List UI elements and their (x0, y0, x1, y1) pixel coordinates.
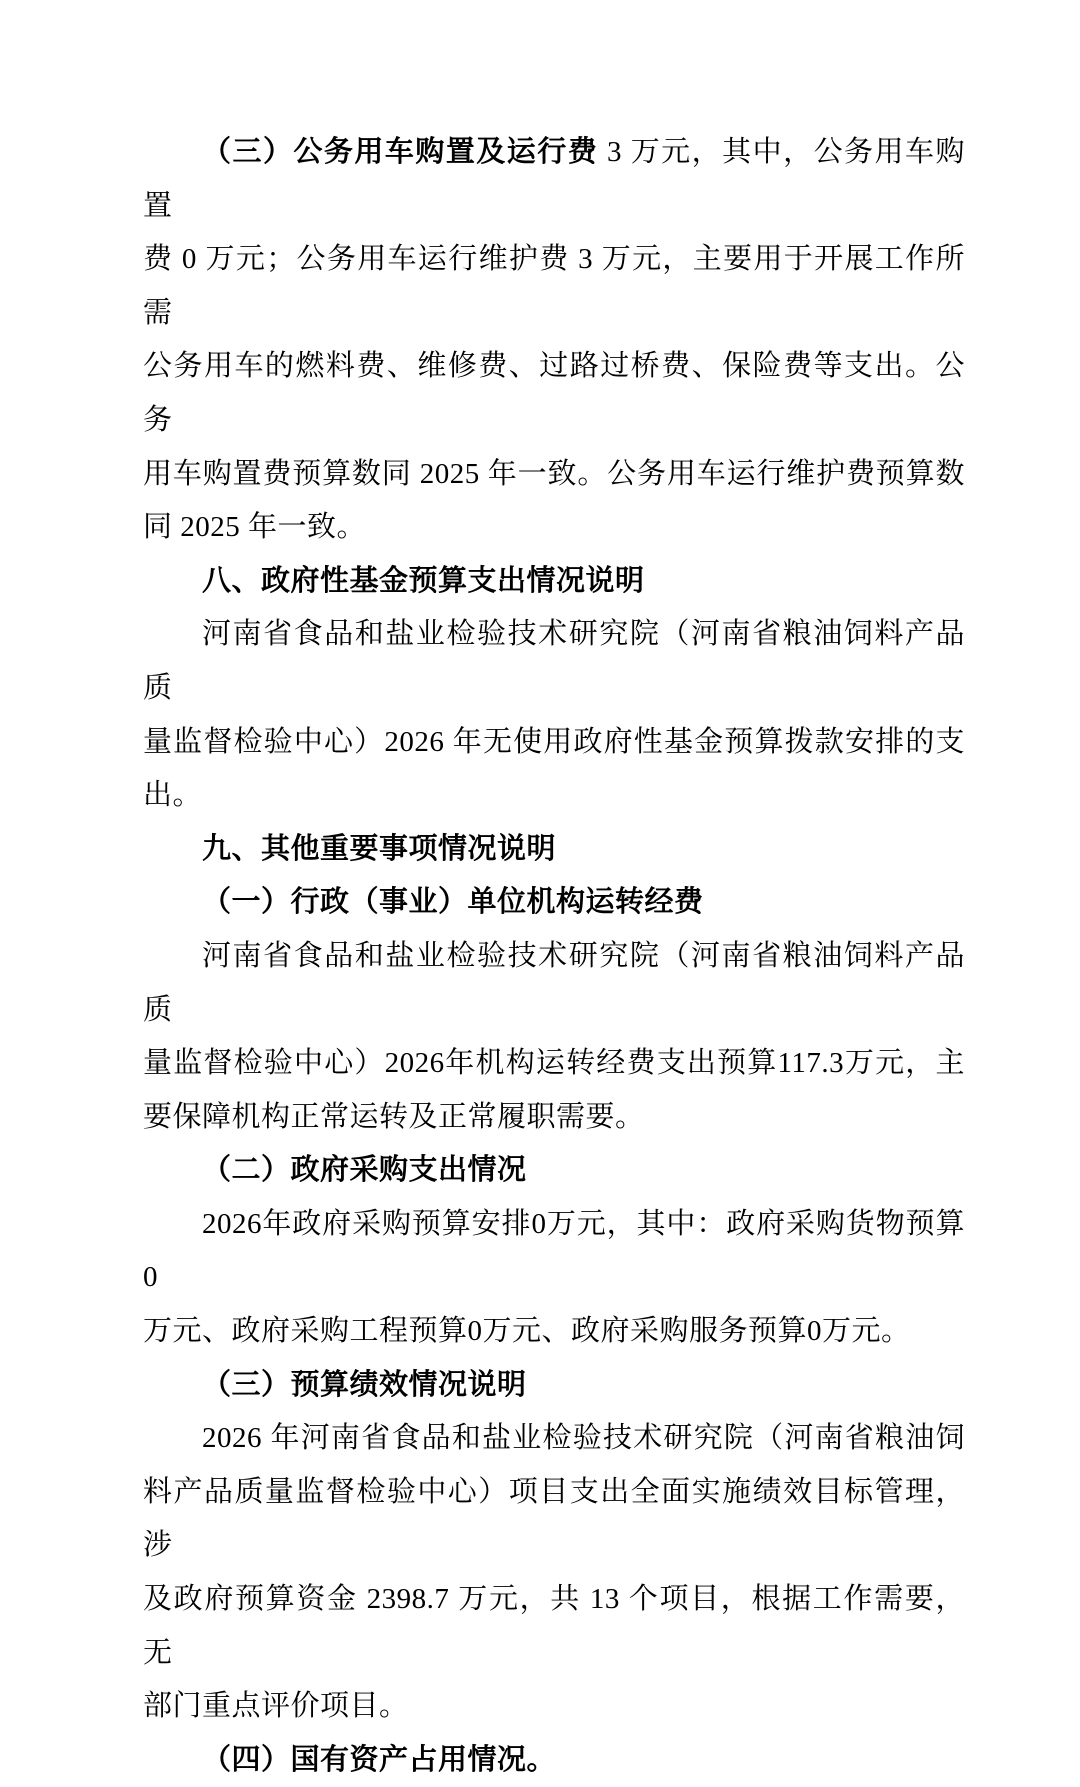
para-budget-performance-line-1 (143, 1412, 965, 1466)
document-content (143, 126, 965, 1787)
text-segment: 3 万元，其中，公务用车购置 (143, 136, 965, 222)
emphasis-segment: （三）公务用车购置及运行费 (202, 136, 599, 168)
text-segment: 量监督检验中心）2026年机构运转经费支出预算117.3万元，主 (143, 1047, 965, 1080)
emphasis-segment: （二）政府采购支出情况 (202, 1154, 527, 1187)
text-segment: 万元、政府采购工程预算0万元、政府采购服务预算0万元。 (143, 1315, 911, 1348)
heading-item-one (143, 876, 965, 930)
emphasis-segment: 八、政府性基金预算支出情况说明 (202, 564, 645, 597)
text-segment: 2026 年河南省食品和盐业检验技术研究院（河南省粮油饲 (202, 1422, 965, 1455)
text-segment: 河南省食品和盐业检验技术研究院（河南省粮油饲料产品质 (143, 939, 965, 1026)
para-official-vehicle-line-4 (143, 448, 965, 502)
heading-item-four (143, 1734, 965, 1787)
text-segment: 2026年政府采购预算安排0万元，其中：政府采购货物预算0 (143, 1207, 965, 1294)
heading-section-nine (143, 823, 965, 877)
text-segment: 出。 (143, 779, 203, 812)
para-gov-fund-line-2 (143, 716, 965, 770)
text-segment: 同 2025 年一致。 (143, 511, 367, 544)
heading-item-two (143, 1144, 965, 1198)
emphasis-segment: （三）预算绩效情况说明 (202, 1368, 527, 1401)
text-segment: 要保障机构正常运转及正常履职需要。 (143, 1100, 645, 1133)
text-segment: 量监督检验中心）2026 年无使用政府性基金预算拨款安排的支 (143, 725, 965, 758)
para-gov-procurement-line-2 (143, 1305, 965, 1359)
para-gov-fund-line-3 (143, 769, 965, 823)
text-segment: 及政府预算资金 2398.7 万元，共 13 个项目，根据工作需要，无 (143, 1583, 965, 1669)
para-gov-fund-line-1 (143, 608, 965, 715)
para-agency-operating-line-2 (143, 1037, 965, 1091)
emphasis-segment: （一）行政（事业）单位机构运转经费 (202, 886, 704, 919)
para-budget-performance-line-3 (143, 1573, 965, 1680)
text-segment: 部门重点评价项目。 (143, 1690, 409, 1723)
text-segment: 公务用车的燃料费、维修费、过路过桥费、保险费等支出。公务 (143, 350, 965, 436)
emphasis-segment: （四）国有资产占用情况。 (202, 1743, 557, 1776)
para-budget-performance-line-4 (143, 1680, 965, 1734)
para-official-vehicle-line-1 (143, 126, 965, 233)
heading-section-eight (143, 555, 965, 609)
para-agency-operating-line-1 (143, 930, 965, 1037)
text-segment: 用车购置费预算数同 2025 年一致。公务用车运行维护费预算数 (143, 457, 965, 490)
para-official-vehicle-line-3 (143, 340, 965, 447)
para-official-vehicle-line-2 (143, 233, 965, 340)
para-agency-operating-line-3 (143, 1091, 965, 1145)
para-official-vehicle-line-5 (143, 501, 965, 555)
text-segment: 料产品质量监督检验中心）项目支出全面实施绩效目标管理，涉 (143, 1475, 965, 1562)
heading-item-three (143, 1359, 965, 1413)
para-budget-performance-line-2 (143, 1466, 965, 1573)
para-gov-procurement-line-1 (143, 1198, 965, 1305)
text-segment: 河南省食品和盐业检验技术研究院（河南省粮油饲料产品质 (143, 618, 965, 704)
emphasis-segment: 九、其他重要事项情况说明 (202, 832, 557, 865)
text-segment: 费 0 万元；公务用车运行维护费 3 万元，主要用于开展工作所需 (143, 243, 965, 329)
